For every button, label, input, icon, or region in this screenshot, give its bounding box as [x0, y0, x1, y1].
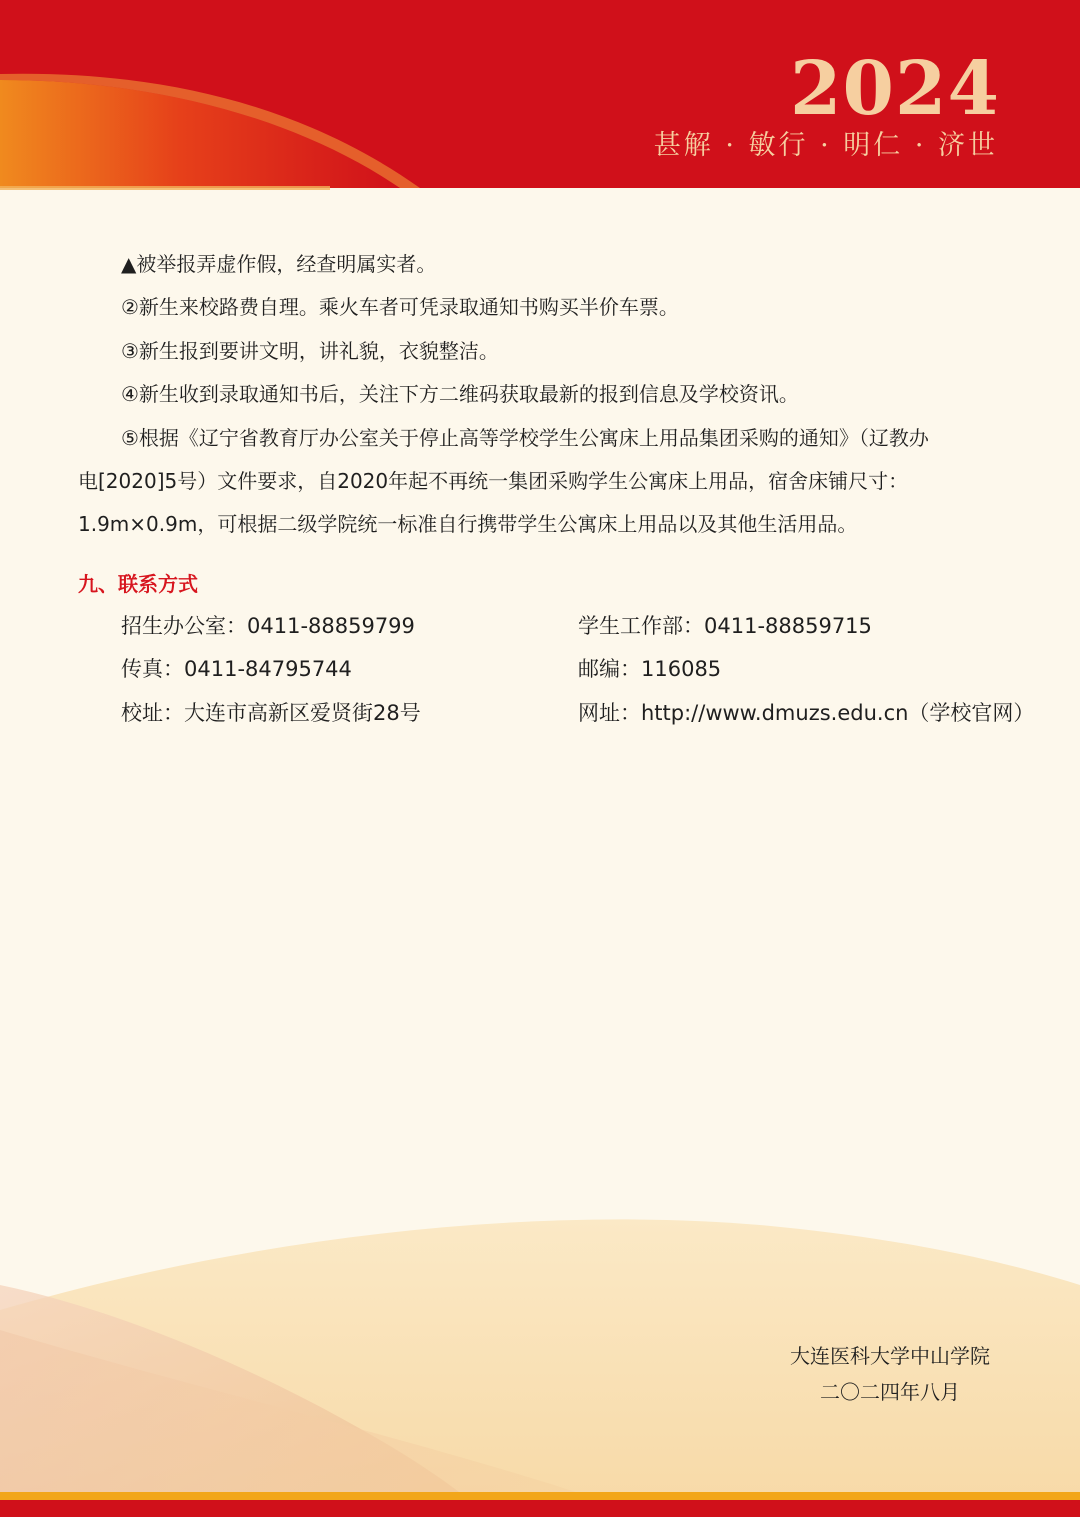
header-banner: [0, 0, 1080, 190]
paragraph: ②新生来校路费自理。乘火车者可凭录取通知书购买半价车票。: [121, 295, 679, 320]
contact-row: [121, 648, 1061, 691]
paragraph: ▲被举报弄虚作假，经查明属实者。: [121, 252, 437, 276]
school-address: 校址：大连市高新区爱贤街28号: [121, 700, 421, 725]
school-motto: 甚解 · 敏行 · 明仁 · 济世: [653, 130, 998, 161]
signature-block: [760, 1338, 1020, 1410]
fax-number: 传真：0411-84795744: [121, 657, 352, 682]
contact-list: [121, 605, 1061, 735]
institution-name: 大连医科大学中山学院: [790, 1344, 990, 1368]
contact-row: [121, 605, 1061, 648]
issue-date: 二〇二四年八月: [820, 1380, 960, 1404]
postal-code: 邮编：116085: [578, 657, 722, 682]
website-link[interactable]: 网址：http://www.dmuzs.edu.cn（学校官网）: [578, 700, 1035, 725]
contact-row: [121, 692, 1061, 735]
notice-body: [78, 243, 1018, 547]
admissions-office-phone: 招生办公室：0411-88859799: [121, 614, 415, 638]
paragraph: ③新生报到要讲文明，讲礼貌，衣貌整洁。: [121, 338, 499, 363]
paragraph: ④新生收到录取通知书后，关注下方二维码获取最新的报到信息及学校资讯。: [121, 382, 799, 407]
contact-section-title: 九、联系方式: [78, 572, 198, 596]
student-affairs-phone: 学生工作部：0411-88859715: [578, 614, 872, 638]
paragraph: 电[2020]5号）文件要求，自2020年起不再统一集团采购学生公寓床上用品，宿舍床铺尺寸：: [78, 469, 909, 494]
paragraph: 1.9m×0.9m，可根据二级学院统一标准自行携带学生公寓床上用品以及其他生活用品。: [78, 512, 858, 537]
paragraph: ⑤根据《辽宁省教育厅办公室关于停止高等学校学生公寓床上用品集团采购的通知》（辽教办: [121, 425, 929, 450]
year-title: 2024: [790, 46, 1000, 132]
